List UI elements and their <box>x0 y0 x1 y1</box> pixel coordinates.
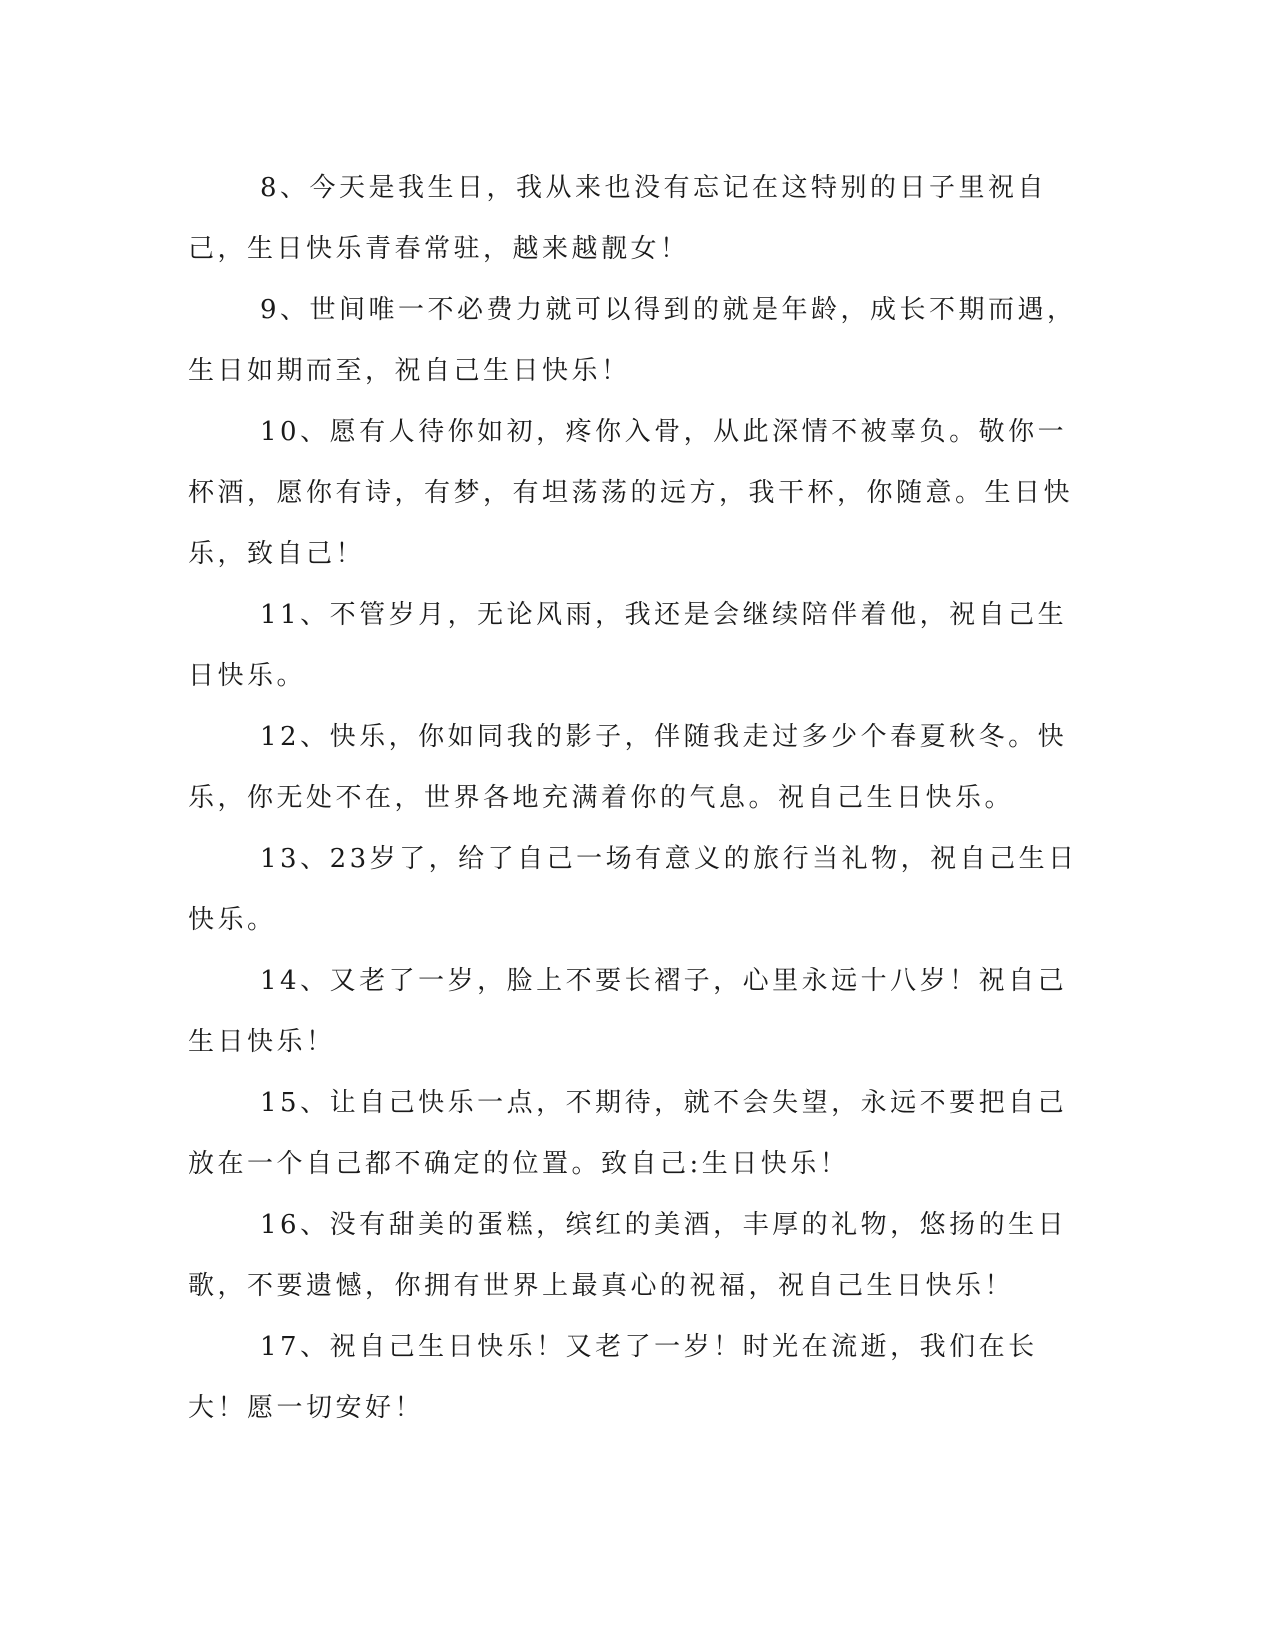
wish-paragraph-9: 9、世间唯一不必费力就可以得到的就是年龄，成长不期而遇，生日如期而至，祝自己生日快乐！ <box>188 295 1077 386</box>
wish-paragraph-17: 17、祝自己生日快乐！又老了一岁！时光在流逝，我们在长大！愿一切安好！ <box>188 1332 1038 1423</box>
wish-paragraph-12: 12、快乐，你如同我的影子，伴随我走过多少个春夏秋冬。快乐，你无处不在，世界各地充满着你的气息。祝自己生日快乐。 <box>188 722 1068 813</box>
wish-paragraph-15: 15、让自己快乐一点，不期待，就不会失望，永远不要把自己放在一个自己都不确定的位置。致自己:生日快乐！ <box>188 1088 1068 1179</box>
wish-paragraph-11: 11、不管岁月，无论风雨，我还是会继续陪伴着他，祝自己生日快乐。 <box>188 600 1068 691</box>
wish-paragraph-16: 16、没有甜美的蛋糕，缤红的美酒，丰厚的礼物，悠扬的生日歌，不要遗憾，你拥有世界上最真心的祝福，祝自己生日快乐！ <box>188 1210 1068 1301</box>
wish-paragraph-13: 13、23岁了，给了自己一场有意义的旅行当礼物，祝自己生日快乐。 <box>188 844 1078 935</box>
wish-paragraph-10: 10、愿有人待你如初，疼你入骨，从此深情不被辜负。敬你一杯酒，愿你有诗，有梦，有坦荡荡的远方，我干杯，你随意。生日快乐，致自己！ <box>188 417 1074 569</box>
wish-paragraph-14: 14、又老了一岁，脸上不要长褶子，心里永远十八岁！祝自己生日快乐！ <box>188 966 1068 1057</box>
wish-paragraph-8: 8、今天是我生日，我从来也没有忘记在这特别的日子里祝自己，生日快乐青春常驻，越来越靓女！ <box>188 173 1048 264</box>
document-body <box>188 158 1088 1439</box>
